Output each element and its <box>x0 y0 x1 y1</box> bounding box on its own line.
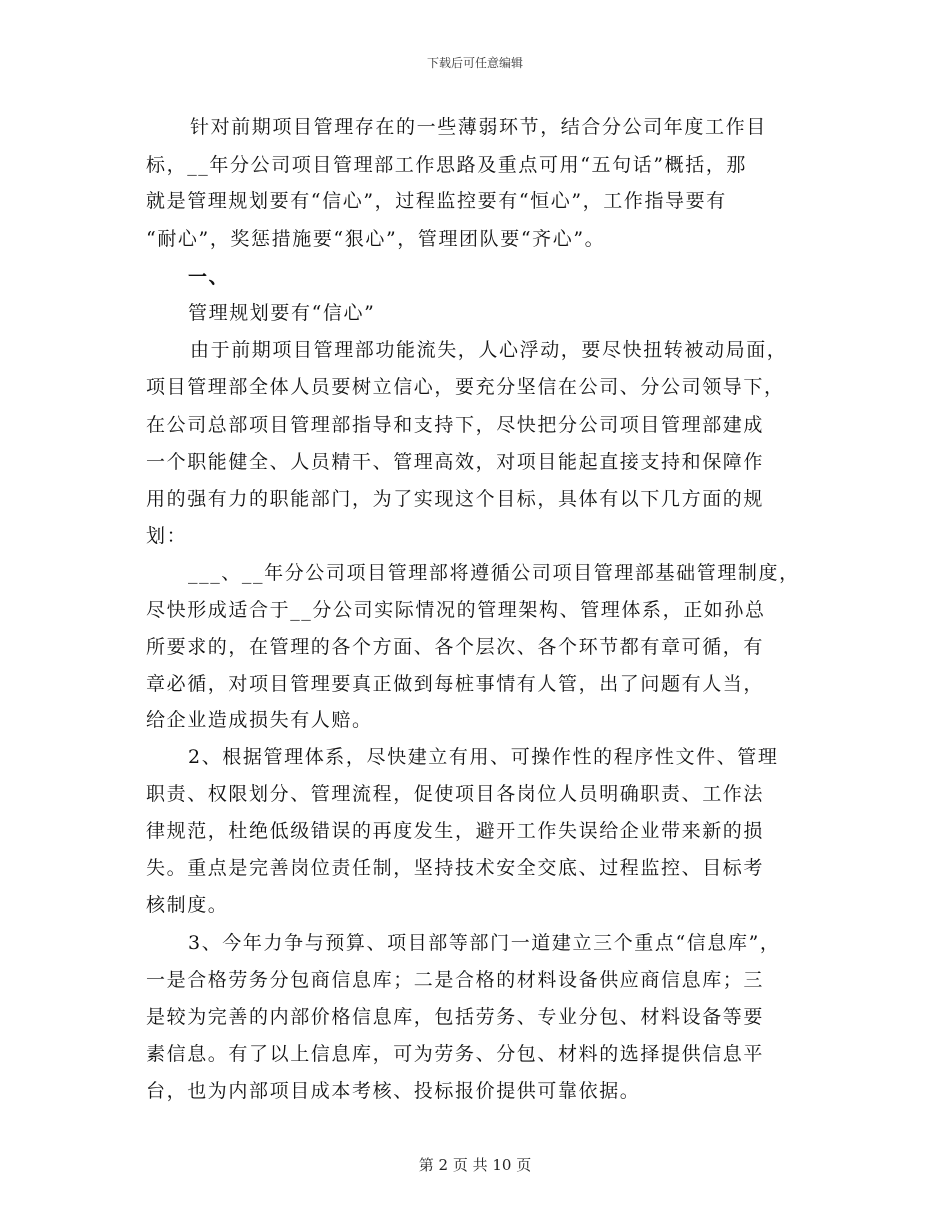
paragraph-line: 在公司总部项目管理部指导和支持下，尽快把分公司项目管理部建成 <box>146 414 765 436</box>
page-number: 第 2 页 共 10 页 <box>418 1156 532 1174</box>
paragraph-line: 就是管理规划要有“信心”，过程监控要有“恒心”，工作指导要有 <box>146 190 727 212</box>
paragraph-line: 尽快形成适合于__分公司实际情况的管理架构、管理体系，正如孙总 <box>146 599 766 621</box>
page-header-note: 下载后可任意编辑 <box>426 56 523 70</box>
paragraph-line: 项目管理部全体人员要树立信心，要充分坚信在公司、分公司领导下， <box>146 376 785 398</box>
section-title: 管理规划要有“信心” <box>188 302 376 324</box>
paragraph-line: 一是合格劳务分包商信息库；二是合格的材料设备供应商信息库；三 <box>146 969 765 991</box>
paragraph-line: 3、今年力争与预算、项目部等部门一道建立三个重点“信息库”， <box>188 932 781 954</box>
paragraph-line: 针对前期项目管理存在的一些薄弱环节，结合分公司年度工作目 <box>190 116 767 138</box>
paragraph-line: 用的强有力的职能部门，为了实现这个目标，具体有以下几方面的规 <box>146 488 765 510</box>
paragraph-line: 由于前期项目管理部功能流失，人心浮动，要尽快扭转被动局面， <box>190 339 788 361</box>
paragraph-line: 核制度。 <box>146 894 229 916</box>
section-number: 一、 <box>188 266 230 288</box>
paragraph-line: 一个职能健全、人员精干、管理高效，对项目能起直接支持和保障作 <box>146 451 765 473</box>
paragraph-line: 失。重点是完善岗位责任制，坚持技术安全交底、过程监控、目标考 <box>146 857 765 879</box>
paragraph-line: 划： <box>146 525 188 547</box>
paragraph-line: 给企业造成损失有人赔。 <box>146 709 373 731</box>
paragraph-line: ___、__年分公司项目管理部将遵循公司项目管理部基础管理制度， <box>188 562 800 584</box>
paragraph-line: “耐心”，奖惩措施要“狠心”，管理团队要“齐心”。 <box>146 228 606 250</box>
paragraph-line: 律规范，杜绝低级错误的再度发生，避开工作失误给企业带来新的损 <box>146 820 765 842</box>
paragraph-line: 标，__年分公司项目管理部工作思路及重点可用“五句话”概括，那 <box>146 154 748 176</box>
paragraph-line: 是较为完善的内部价格信息库，包括劳务、专业分包、材料设备等要 <box>146 1006 765 1028</box>
paragraph-line: 素信息。有了以上信息库，可为劳务、分包、材料的选择提供信息平 <box>146 1043 765 1065</box>
paragraph-line: 职责、权限划分、管理流程，促使项目各岗位人员明确职责、工作法 <box>146 783 765 805</box>
paragraph-line: 章必循，对项目管理要真正做到每桩事情有人管，出了问题有人当， <box>146 673 765 695</box>
paragraph-line: 所要求的，在管理的各个方面、各个层次、各个环节都有章可循，有 <box>146 636 765 658</box>
paragraph-line: 2、根据管理体系，尽快建立有用、可操作性的程序性文件、管理 <box>188 746 779 768</box>
paragraph-line: 台，也为内部项目成本考核、投标报价提供可靠依据。 <box>146 1080 641 1102</box>
